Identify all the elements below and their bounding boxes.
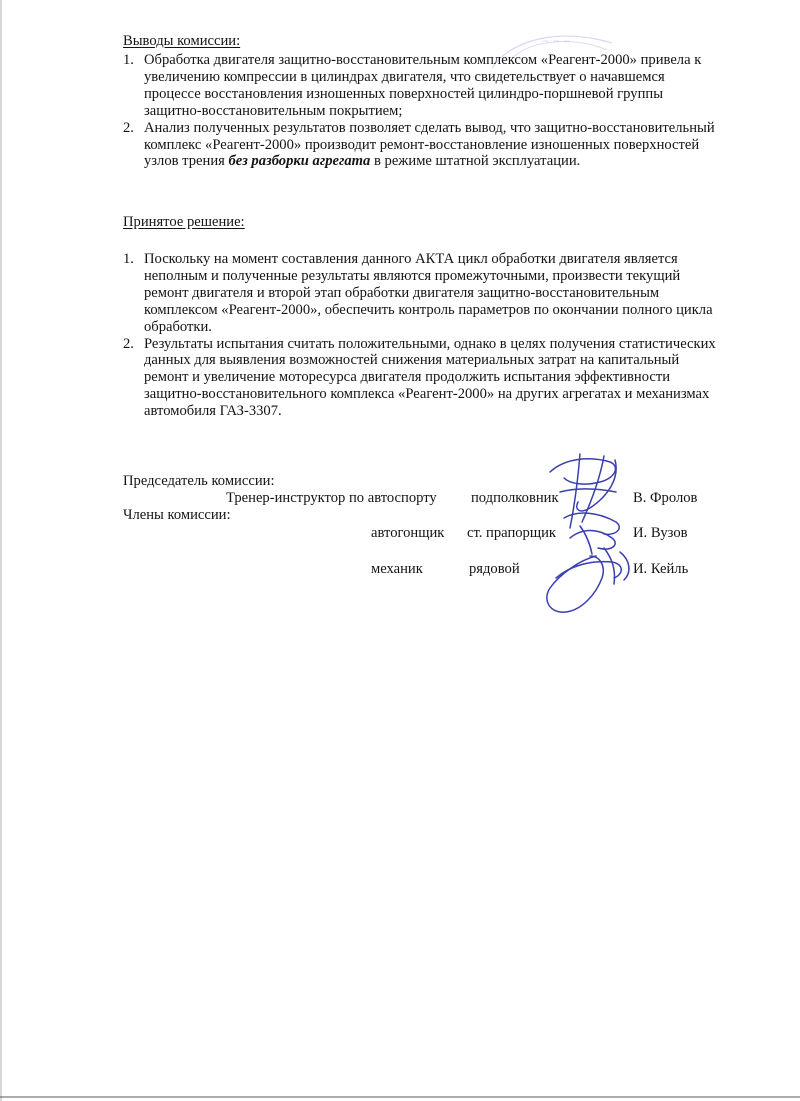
member1-position: автогонщик xyxy=(371,525,445,541)
list-number: 2. xyxy=(123,119,134,136)
members-label: Члены комиссии: xyxy=(123,507,231,523)
member1-rank: ст. прапорщик xyxy=(467,525,556,541)
decision-heading: Принятое решение: xyxy=(123,214,245,230)
member2-rank: рядовой xyxy=(469,561,520,577)
member2-name: И. Кейль xyxy=(633,561,689,577)
chairman-position: Тренер-инструктор по автоспорту xyxy=(226,490,437,506)
decision-text-1: Поскольку на момент составления данного АКТА цикл обработки двигателя является неполным и полученные результаты являются промежуточными, произвести текущий ремонт двигателя и второй этап обработки двигателя защитно-восстановительным комплексом «Реагент-2000», обеспечить контроль параметров по окончании полного цикла обработки. xyxy=(144,251,713,335)
decision-text-2: Результаты испытания считать положительными, однако в целях получения статистических данных для выявления возможностей снижения материальных затрат на капитальный ремонт и увеличение моторесурса двигателя продолжить испытания эффективности защитно-восстановительного комплекса «Реагент-2000» на других агрегатах и механизмах автомобиля ГАЗ-3307. xyxy=(144,335,716,420)
svg-text:~ ~ ~: ~ ~ ~ xyxy=(542,37,571,47)
conclusion-text-2-start: Анализ полученных результатов позволяет сделать вывод, что защитно-восстановительный комплекс «Реагент-2000» производит ремонт-восстановление изношенных поверхностей узлов трения xyxy=(144,119,715,170)
conclusion-text-2-end: в режиме штатной эксплуатации. xyxy=(370,153,581,170)
handwritten-signatures xyxy=(520,448,650,628)
scan-bottom-edge xyxy=(0,1096,800,1098)
conclusions-heading: Выводы комиссии: xyxy=(123,33,241,49)
chairman-rank: подполковник xyxy=(471,490,559,506)
conclusion-text-1: Обработка двигателя защитно-восстановительным комплексом «Реагент-2000» привела к увеличению компрессии в цилиндрах двигателя, что свидетельствует о начавшемся процессе восстановления изношенных поверхностей цилиндро-поршневой группы защитно-восстановительным покрытием; xyxy=(144,52,702,119)
member1-name: И. Вузов xyxy=(633,525,688,541)
list-number: 1. xyxy=(123,52,134,68)
chairman-name: В. Фролов xyxy=(633,490,698,506)
list-number: 2. xyxy=(123,335,134,352)
emphasis-no-disassembly: без разборки агрегата xyxy=(228,153,371,170)
member2-position: механик xyxy=(371,561,423,577)
list-number: 1. xyxy=(123,251,134,267)
chairman-label: Председатель комиссии: xyxy=(123,473,275,489)
